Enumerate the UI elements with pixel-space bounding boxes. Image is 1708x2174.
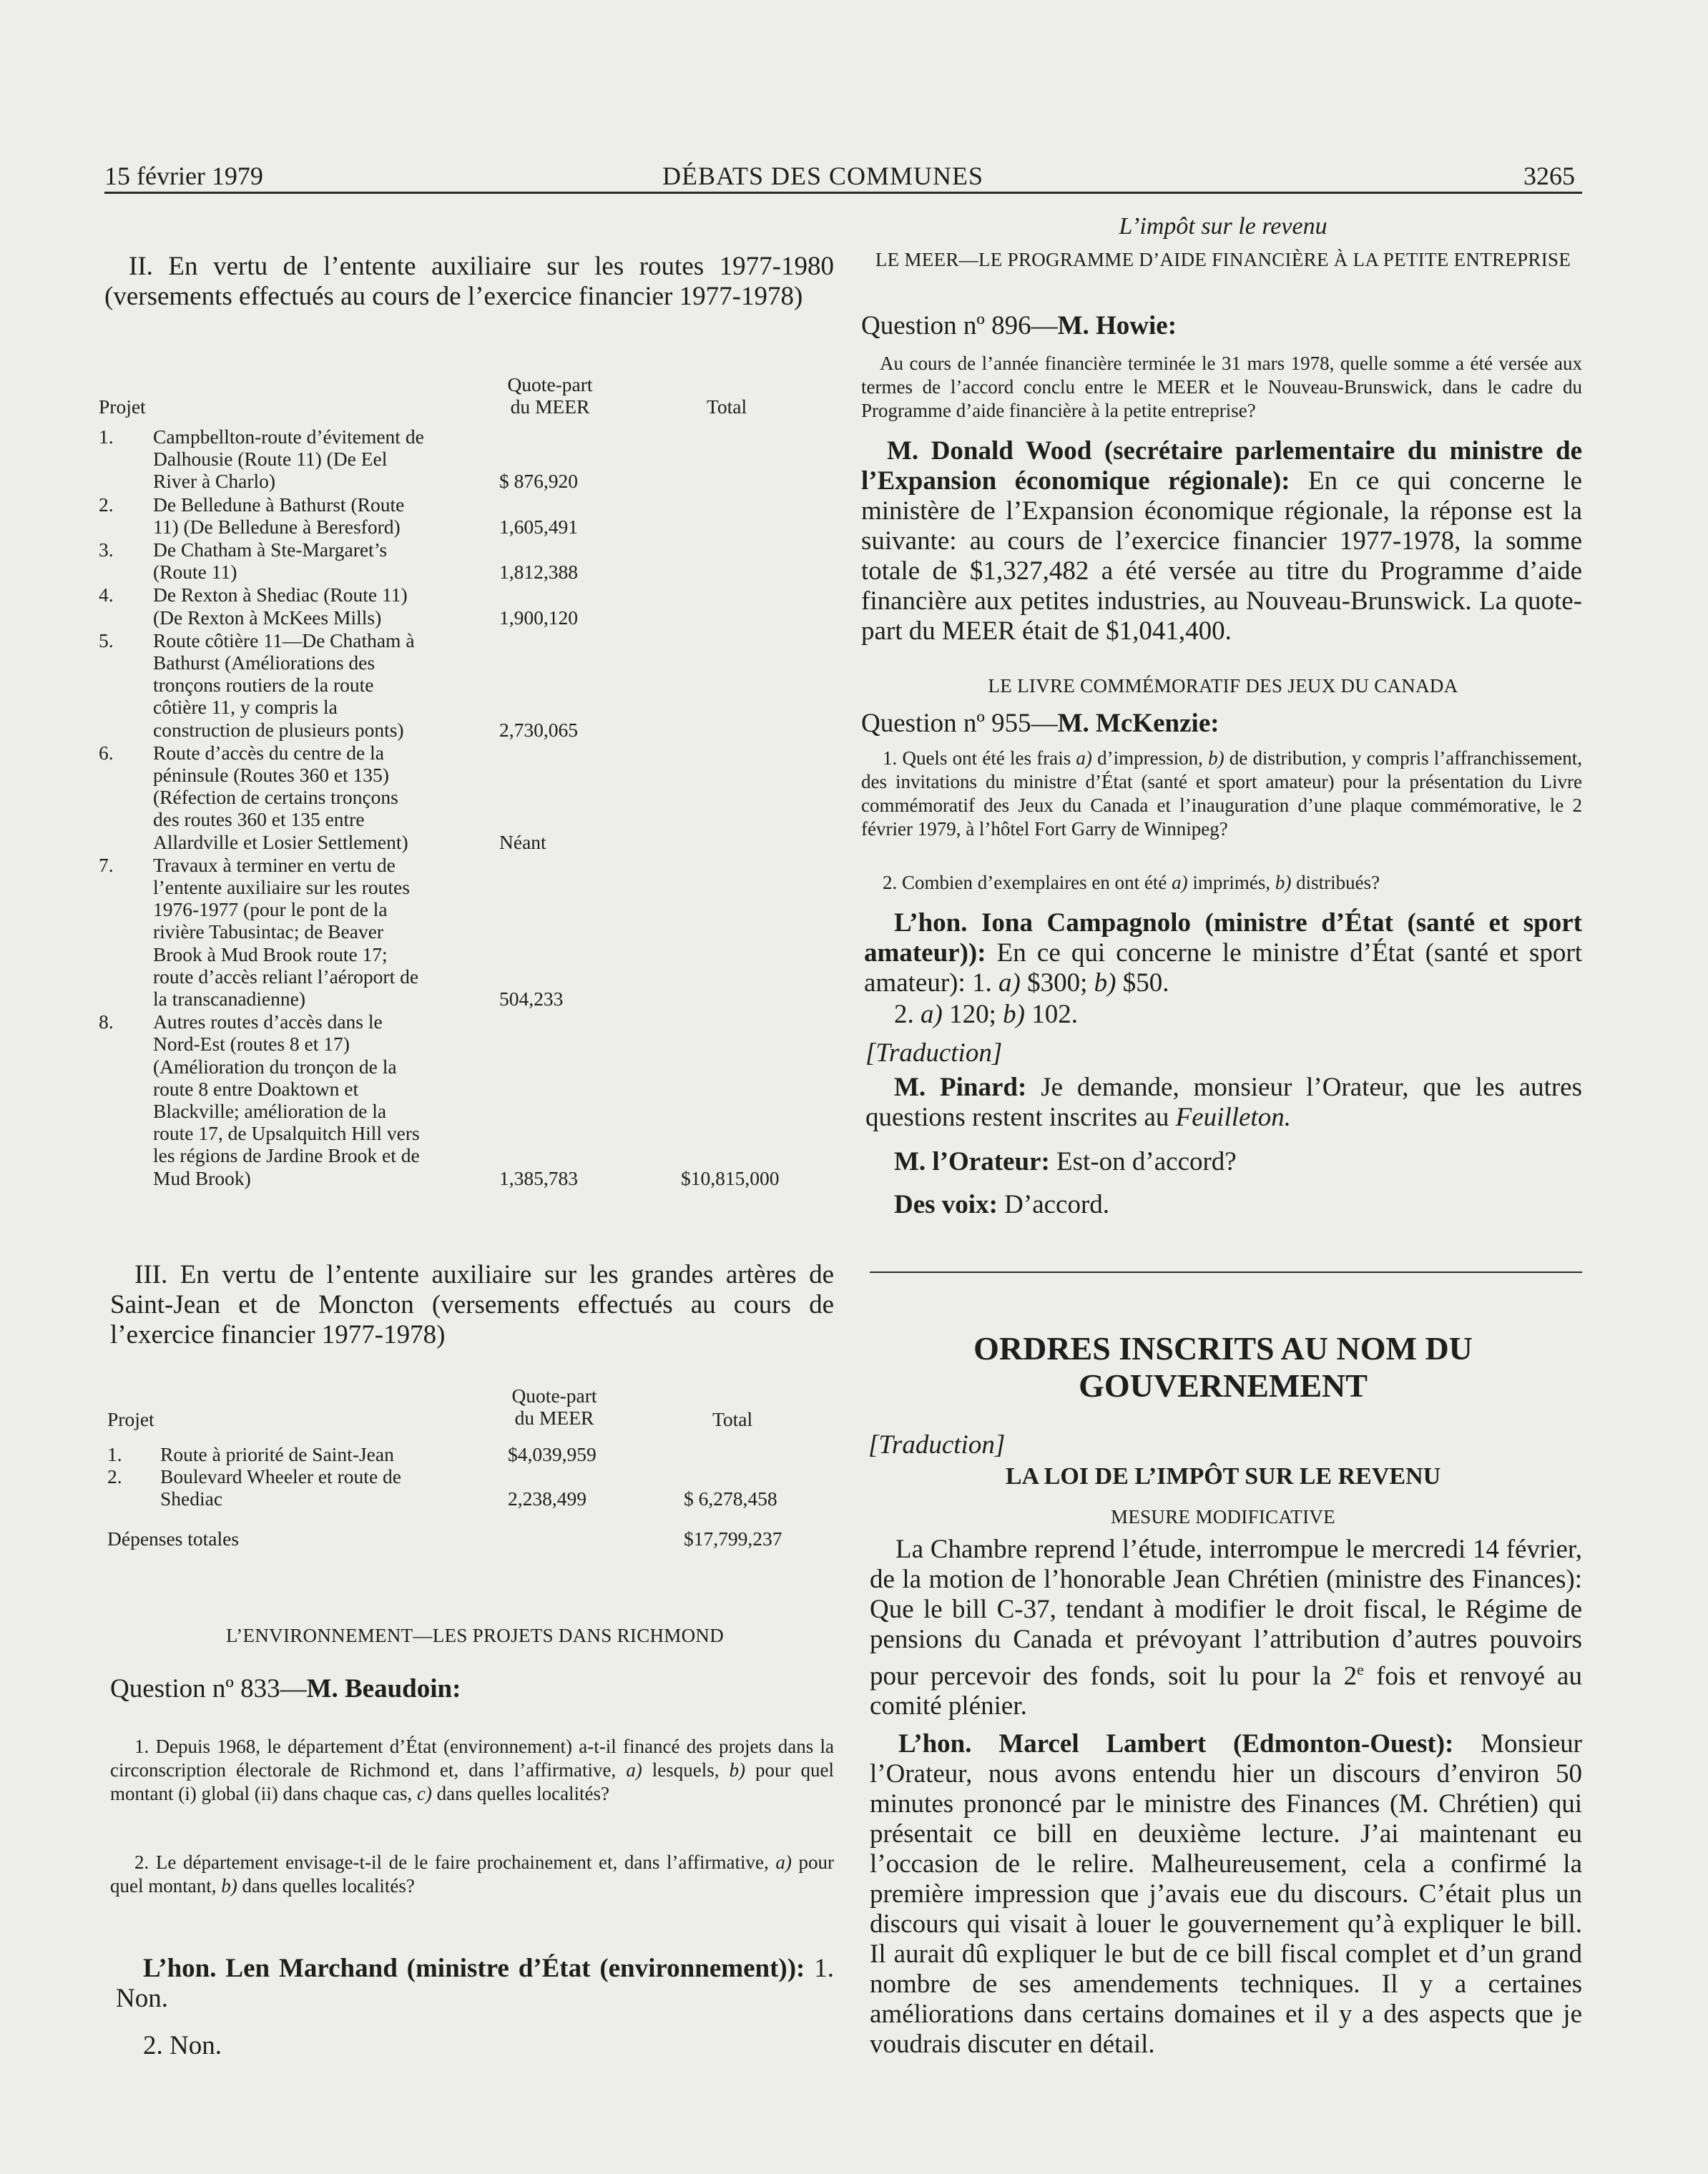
table3-row-quote-part: 2,238,499 xyxy=(508,1487,586,1510)
table2-row-description: construction de plusieurs ponts) xyxy=(153,718,404,741)
marchand-a1: 1. Non. xyxy=(116,1954,834,2013)
env-heading: L’ENVIRONNEMENT—LES PROJETS DANS RICHMOND xyxy=(225,1625,725,1646)
lambert-text xyxy=(870,1729,1582,2060)
q833-p1-b: lesquels, xyxy=(642,1759,730,1781)
table3-row-number: 2. xyxy=(107,1465,122,1487)
table2-row-description: Allardville et Losier Settlement) xyxy=(153,830,408,853)
q955-p2-b: imprimés, xyxy=(1187,872,1275,893)
q833-p1-c-it: c) xyxy=(416,1783,432,1804)
table2-row xyxy=(99,742,835,853)
q833-line xyxy=(110,1673,461,1705)
chambre-sup: e xyxy=(1357,1661,1364,1678)
wood-name: M. Donald Wood (secrétaire parlementaire du ministre de l’Expansion économique régionale): xyxy=(861,436,1582,496)
table2-row-quote-part: 1,812,388 xyxy=(499,561,578,584)
q833-p2 xyxy=(110,1851,834,1898)
ordres-title xyxy=(861,1330,1585,1405)
table2-row-description: De Rexton à Shediac (Route 11) xyxy=(153,584,408,606)
header-date: 15 février 1979 xyxy=(104,162,263,190)
campagnolo2-a-it: a) xyxy=(921,1000,943,1029)
table3-row-quote-part: $4,039,959 xyxy=(508,1443,597,1465)
table2-row-quote-part: $ 876,920 xyxy=(499,470,578,493)
table3-row xyxy=(107,1443,837,1465)
table2-row-number: 5. xyxy=(99,629,114,651)
orateur-name: M. l’Orateur: xyxy=(894,1147,1050,1176)
table2-row-description: Route d’accès du centre de la xyxy=(153,741,384,764)
table3-row-number: 1. xyxy=(107,1443,122,1465)
voix-body: D’accord. xyxy=(997,1190,1110,1219)
ordres-title-line2: GOUVERNEMENT xyxy=(1079,1367,1368,1404)
table2-row-description: Travaux à terminer en vertu de xyxy=(153,853,396,876)
table2-row xyxy=(99,493,835,538)
table2-row-description: route d’accès reliant l’aéroport de xyxy=(153,965,419,988)
table2-row-quote-part: 1,605,491 xyxy=(499,515,578,538)
q955-p2-b-it: b) xyxy=(1275,872,1292,893)
campagnolo-c: $50. xyxy=(1116,968,1169,998)
table2-row-description: des routes 360 et 135 entre xyxy=(153,808,365,831)
table2-row-description: route 17, de Upsalquitch Hill vers xyxy=(153,1122,420,1145)
q955-p1-a-it: a) xyxy=(1076,747,1092,769)
q833-p2-a: 2. Le département envisage-t-il de le faire prochainement et, dans l’affirmative, xyxy=(134,1851,776,1873)
section-2-title: II. En vertu de l’entente auxiliaire sur les routes 1977-1980 (versements effectués au cours de l’exercice financier 1977-1978) xyxy=(104,252,834,311)
table2-row-quote-part: 1,385,783 xyxy=(499,1166,578,1189)
campagnolo-a: En ce qui concerne le ministre d’État (santé et sport amateur): 1. xyxy=(864,938,1582,998)
table2-row-description: l’entente auxiliaire sur les routes xyxy=(153,875,410,898)
q955-p1 xyxy=(861,747,1582,841)
campagnolo-name: L’hon. Iona Campagnolo (ministre d’État (santé et sport amateur)): xyxy=(864,908,1582,968)
table2-row-description: côtière 11, y compris la xyxy=(153,696,338,719)
table2-row-number: 2. xyxy=(99,493,114,516)
q833-p2-b: pour quel montant, xyxy=(110,1851,834,1897)
table2-row-description: tronçons routiers de la route xyxy=(153,674,374,697)
table2-row-description: Dalhousie (Route 11) (De Eel xyxy=(153,448,388,471)
table2-row-description: les régions de Jardine Brook et de xyxy=(153,1144,420,1167)
campagnolo-answer xyxy=(864,908,1582,998)
chambre-body: La Chambre reprend l’étude, interrompue le mercredi 14 février, de la motion de l’honorable Jean Chrétien (ministre des Finances): Que le bill C-37, tendant à modifier le droit fiscal, le Régime de pensions du Canada et prévoyant l’attribution d’autres pouvoirs pour percevoir des fonds, soit lu pour la 2 xyxy=(870,1535,1582,1691)
voix-name: Des voix: xyxy=(894,1190,998,1219)
q833-p2-c: dans quelles localités? xyxy=(237,1875,415,1897)
table3-col-total: Total xyxy=(712,1408,753,1430)
chambre-text xyxy=(870,1535,1582,1721)
table2-row-description: Blackville; amélioration de la xyxy=(153,1099,387,1122)
table3-total-value: $17,799,237 xyxy=(684,1528,782,1550)
pinard-body: Je demande, monsieur l’Orateur, que les autres questions restent inscrites au xyxy=(865,1073,1582,1132)
table2-row-description: Campbellton-route d’évitement de xyxy=(153,426,424,448)
header-rule xyxy=(104,192,1582,194)
campagnolo2-b: 120; xyxy=(942,1000,1003,1029)
q955-p1-a: 1. Quels ont été les frais xyxy=(883,747,1076,769)
table2-col-quote-line1: Quote-part xyxy=(507,373,593,395)
q955-p1-b-it: b) xyxy=(1208,747,1224,769)
q955-p1-b: d’impression, xyxy=(1091,747,1209,769)
table3-total-label: Dépenses totales xyxy=(107,1528,240,1550)
table2-row-description: 1976-1977 (pour le pont de la xyxy=(153,898,388,921)
table-section-2 xyxy=(99,366,835,1189)
section-3-title: III. En vertu de l’entente auxiliaire sur les grandes artères de Saint-Jean et de Moncton (versements effectués au cours de l’exercice financier 1977-1978) xyxy=(110,1260,834,1349)
traduction-2: [Traduction] xyxy=(868,1430,1006,1460)
table3-row-description: Route à priorité de Saint-Jean xyxy=(160,1443,394,1465)
q955-p2-a: 2. Combien d’exemplaires en ont été xyxy=(883,872,1172,893)
marchand-answer xyxy=(116,1954,834,2014)
table2-row-total: $10,815,000 xyxy=(681,1166,780,1189)
pinard-feuilleton: Feuilleton. xyxy=(1175,1103,1291,1132)
table2-row-description: Nord-Est (routes 8 et 17) xyxy=(153,1033,350,1056)
table3-row-total: $ 6,278,458 xyxy=(684,1487,777,1510)
loi-heading: LA LOI DE L’IMPÔT SUR LE REVENU xyxy=(1005,1463,1441,1490)
q955-line xyxy=(861,708,1219,739)
q955-p1-c: de distribution, y compris l’affranchissement, des invitations du ministre d’État (santé et sport amateur) pour la présentation du Livre commémoratif des Jeux du Canada et l’inauguration d’une plaque commémorative, le 2 février 1979, à l’hôtel Fort Garry de Winnipeg? xyxy=(861,747,1582,840)
table2-row-number: 6. xyxy=(99,741,114,764)
q896-name: M. Howie: xyxy=(1057,311,1177,340)
table2-row xyxy=(99,538,835,583)
table2-row-number: 1. xyxy=(99,426,114,448)
wood-text: En ce qui concerne le ministère de l’Expansion économique régionale, la réponse est la suivante: au cours de l’exercice financier 1977-1978, la somme totale de $1,327,482 a été versée au titre du Programme d’aide financière aux petites industries, au Nouveau-Brunswick. La quote-part du MEER était de $1,041,400. xyxy=(861,466,1582,646)
campagnolo-b: $300; xyxy=(1020,968,1094,998)
table2-row-description: Autres routes d’accès dans le xyxy=(153,1010,383,1033)
table2-row-description: rivière Tabusintac; de Beaver xyxy=(153,920,384,943)
traduction-1: [Traduction] xyxy=(865,1038,1003,1068)
q833-p1 xyxy=(110,1735,834,1806)
table2-row-description: (Réfection de certains tronçons xyxy=(153,786,398,809)
table2-row-description: (Amélioration du tronçon de la xyxy=(153,1055,397,1078)
meer-heading: LE MEER—LE PROGRAMME D’AIDE FINANCIÈRE À LA PETITE ENTREPRISE xyxy=(875,249,1571,270)
q833-p1-a: 1. Depuis 1968, le département d’État (environnement) a-t-il financé des projets dans la circonscription électorale de Richmond et, dans l’affirmative, xyxy=(110,1736,834,1781)
table2-row-description: 11) (De Belledune à Beresford) xyxy=(153,515,401,538)
q955-p2-c: distribués? xyxy=(1291,872,1380,893)
q955-p2-a-it: a) xyxy=(1172,872,1188,893)
section-divider xyxy=(870,1272,1582,1273)
campagnolo2-a: 2. xyxy=(894,1000,921,1029)
table2-row-description: péninsule (Routes 360 et 135) xyxy=(153,763,389,786)
table2-row-quote-part: 2,730,065 xyxy=(499,718,578,741)
impot-title: L’impôt sur le revenu xyxy=(1119,213,1327,240)
table2-col-total: Total xyxy=(707,395,747,418)
table2-row-description: (Route 11) xyxy=(153,561,237,584)
wood-answer xyxy=(861,436,1582,646)
lambert-name: L’hon. Marcel Lambert (Edmonton-Ouest): xyxy=(898,1729,1454,1759)
table2-row-description: Bathurst (Améliorations des xyxy=(153,651,376,674)
table2-row-description: la transcanadienne) xyxy=(153,987,306,1010)
table2-row-number: 7. xyxy=(99,853,114,876)
table2-row xyxy=(99,584,835,628)
mesure-heading: MESURE MODIFICATIVE xyxy=(1111,1506,1335,1528)
table3-col-quote-line2: du MEER xyxy=(514,1407,594,1429)
q896-prefix: Question nº 896— xyxy=(861,311,1058,340)
campagnolo-a-it: a) xyxy=(998,968,1021,998)
table2-row-description: route 8 entre Doaktown et xyxy=(153,1077,359,1100)
q833-name: M. Beaudoin: xyxy=(306,1674,461,1703)
table2-row-description: (De Rexton à McKees Mills) xyxy=(153,606,382,629)
table3-row-description: Shediac xyxy=(160,1487,223,1510)
table2-col-quote-line2: du MEER xyxy=(510,395,590,418)
table-section-3 xyxy=(107,1384,837,1556)
marchand-a2: 2. Non. xyxy=(143,2031,222,2060)
table2-row-quote-part: 1,900,120 xyxy=(499,606,578,629)
left-column xyxy=(104,252,834,312)
q896-text: Au cours de l’année financière terminée le 31 mars 1978, quelle somme a été versée aux termes de l’accord conclu entre le MEER et le Nouveau-Brunswick, dans le cadre du Programme d’aide financière à la petite entreprise? xyxy=(861,353,1582,421)
lambert-body: Monsieur l’Orateur, nous avons entendu hier un discours d’environ 50 minutes prononcé par le ministre des Finances (M. Chrétien) qui présentait ce bill en deuxième lecture. J’ai maintenant eu l’occasion de le relire. Malheureusement, cela a confirmé la première impression que j’avais eue du discours. C’était plus un discours qui visait à louer le gouvernement qu’à expliquer le bill. Il aurait dû expliquer le but de ce bill fiscal complet et d’un grand nombre de ses amendements techniques. Il y a certaines améliorations dans certains domaines et il y a des aspects que je voudrais discuter en détail. xyxy=(870,1729,1582,2059)
pinard-name: M. Pinard: xyxy=(894,1073,1027,1102)
table2-row-number: 8. xyxy=(99,1010,114,1033)
section-3 xyxy=(110,1260,834,1350)
table2-row-description: De Belledune à Bathurst (Route xyxy=(153,493,405,516)
q955-name: M. McKenzie: xyxy=(1057,709,1219,738)
q833-prefix: Question nº 833— xyxy=(110,1674,307,1703)
q833-p2-b-it: b) xyxy=(221,1875,237,1897)
campagnolo-b-it: b) xyxy=(1094,968,1116,998)
orateur-text xyxy=(894,1147,1237,1177)
q955-p2 xyxy=(883,871,1582,895)
campagnolo2-c: 102. xyxy=(1024,1000,1078,1029)
pinard-text xyxy=(865,1073,1582,1133)
table3-col-quote-line1: Quote-part xyxy=(511,1384,597,1407)
table2-row-description: Mud Brook) xyxy=(153,1166,251,1189)
ordres-title-line1: ORDRES INSCRITS AU NOM DU xyxy=(973,1330,1473,1367)
table2-row-description: Route côtière 11—De Chatham à xyxy=(153,629,415,651)
table2-row xyxy=(99,854,835,1010)
table2-row xyxy=(99,1010,835,1189)
table2-row xyxy=(99,426,835,493)
q833-p1-c: pour quel montant (i) global (ii) dans chaque cas, xyxy=(110,1759,834,1804)
campagnolo2-b-it: b) xyxy=(1003,1000,1025,1029)
table2-row-description: De Chatham à Ste-Margaret’s xyxy=(153,538,388,561)
table2-col-projet: Projet xyxy=(99,395,146,418)
header-title: DÉBATS DES COMMUNES xyxy=(662,162,984,190)
table2-row-quote-part: Néant xyxy=(499,830,546,853)
campagnolo-answer-2 xyxy=(894,1000,1078,1030)
q896-line xyxy=(861,310,1177,342)
marchand-name: L’hon. Len Marchand (ministre d’État (environnement)): xyxy=(143,1954,805,1983)
voix-text xyxy=(894,1190,1109,1220)
header-page-number: 3265 xyxy=(1523,162,1575,190)
livre-heading: LE LIVRE COMMÉMORATIF DES JEUX DU CANADA xyxy=(988,675,1458,697)
table3-col-projet: Projet xyxy=(107,1408,154,1430)
table2-col-quote xyxy=(504,373,597,418)
table2-row-description: Brook à Mud Brook route 17; xyxy=(153,943,388,965)
q955-prefix: Question nº 955— xyxy=(861,709,1058,738)
table3-row-description: Boulevard Wheeler et route de xyxy=(160,1465,401,1487)
table2-row-description: River à Charlo) xyxy=(153,470,276,493)
q833-p1-a-it: a) xyxy=(626,1759,642,1781)
q833-p1-d: dans quelles localités? xyxy=(431,1783,610,1804)
q833-p2-a-it: a) xyxy=(775,1851,792,1873)
q833-p1-b-it: b) xyxy=(729,1759,746,1781)
table3-row xyxy=(107,1465,837,1510)
table2-row-quote-part: 504,233 xyxy=(499,987,564,1010)
table2-row xyxy=(99,629,835,741)
table3-col-quote xyxy=(508,1384,601,1429)
table2-row-number: 4. xyxy=(99,584,114,606)
chambre-end: fois et renvoyé au comité plénier. xyxy=(870,1661,1582,1721)
table2-row-number: 3. xyxy=(99,538,114,561)
orateur-body: Est-on d’accord? xyxy=(1049,1147,1237,1176)
